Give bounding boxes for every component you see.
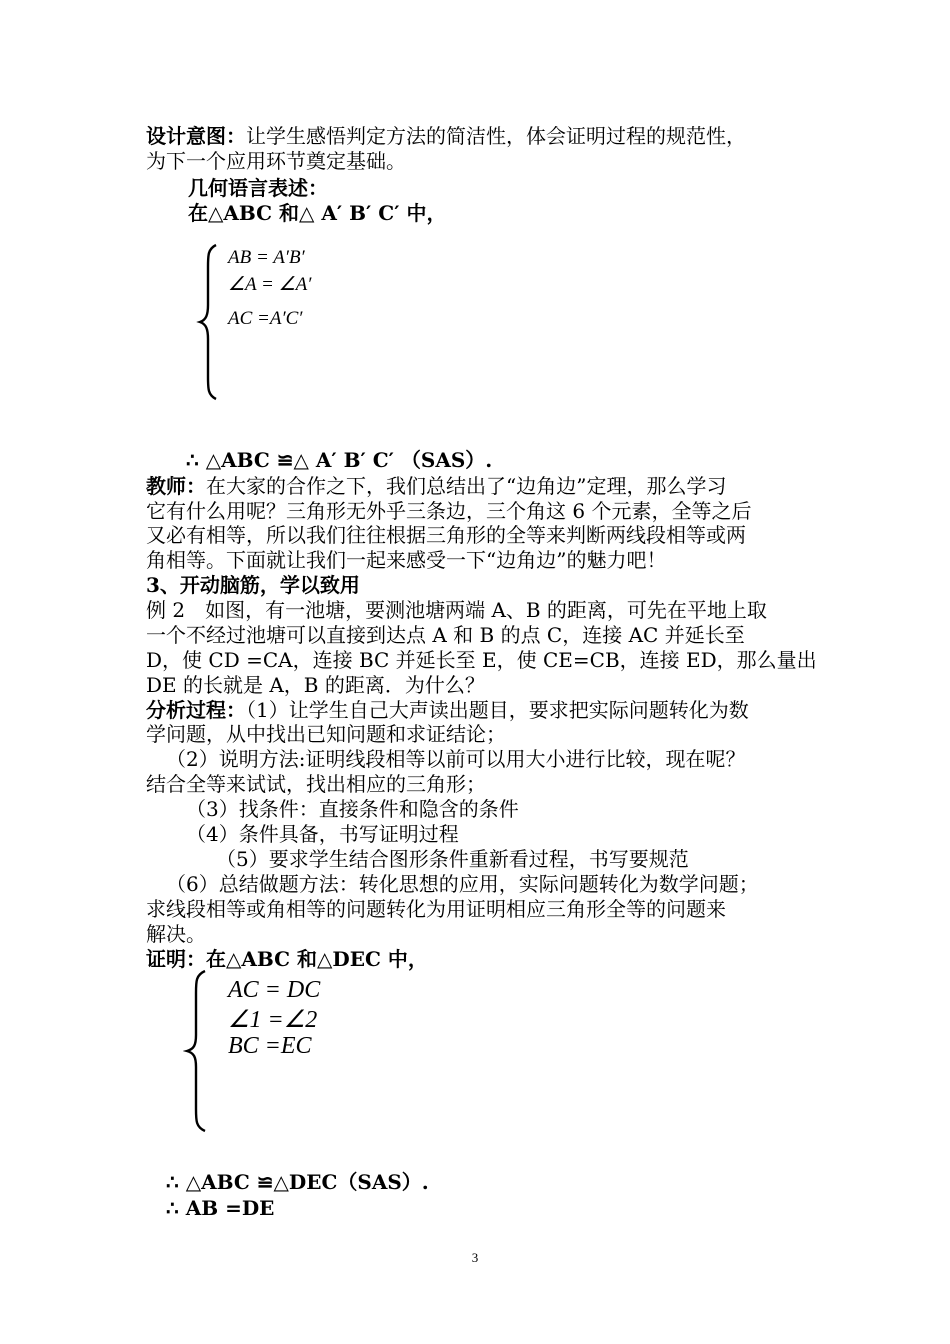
design-intent-text: 让学生感悟判定方法的简洁性，体会证明过程的规范性， (246, 124, 746, 148)
left-brace (196, 243, 222, 401)
analysis-step-4: （4）条件具备，书写证明过程 (186, 822, 459, 846)
analysis-line-1 (146, 698, 749, 722)
analysis-step-1: （1）让学生自己大声读出题目，要求把实际问题转化为数 (246, 698, 749, 722)
example-line-1: 例 2 如图，有一池塘，要测池塘两端 A、B 的距离，可先在平地上取 (146, 598, 767, 622)
geometry-language-label: 几何语言表述： (188, 176, 328, 200)
proof-angle-equation: ∠1 =∠2 (228, 1007, 318, 1033)
analysis-step-6: （6）总结做题方法：转化思想的应用，实际问题转化为数学问题； (166, 872, 759, 896)
proof-line (146, 947, 428, 971)
analysis-step-3: （3）找条件：直接条件和隐含的条件 (186, 797, 519, 821)
proof-ac-equation: AC = DC (228, 977, 321, 1003)
example-line-2: 一个不经过池塘可以直接到达点 A 和 B 的点 C，连接 AC 并延长至 (146, 623, 745, 647)
analysis-step-2: （2）说明方法:证明线段相等以前可以用大小进行比较，现在呢？ (166, 747, 746, 771)
design-intent-line-1 (146, 124, 746, 148)
proof-label: 证明： (146, 947, 206, 971)
proof-left-brace (183, 969, 211, 1133)
given-angle-equation: ∠A = ∠A′ (228, 274, 312, 295)
given-ab-equation: AB = A′B′ (228, 247, 305, 268)
proof-intro: 在△ABC 和△DEC 中， (206, 947, 428, 971)
section-heading: 3、开动脑筋，学以致用 (146, 573, 360, 597)
analysis-line-2: 学问题，从中找出已知问题和求证结论； (146, 722, 506, 746)
example-line-3: D，使 CD =CA，连接 BC 并延长至 E，使 CE=CB，连接 ED，那么量出 (146, 648, 817, 672)
analysis-step-6-cont-1: 求线段相等或角相等的问题转化为用证明相应三角形全等的问题来 (146, 897, 726, 921)
proof-conclusion-congruence: ∴ △ABC ≌△DEC（SAS）. (166, 1170, 429, 1194)
geometry-conclusion: ∴ △ABC ≌△ A′ B′ C′ （SAS）. (186, 448, 493, 472)
proof-conclusion-equality: ∴ AB =DE (166, 1196, 275, 1220)
analysis-label: 分析过程： (146, 698, 246, 722)
teacher-text: 在大家的合作之下，我们总结出了“边角边”定理，那么学习 (206, 474, 727, 498)
design-intent-line-2: 为下一个应用环节奠定基础。 (146, 149, 406, 173)
analysis-step-5: （5）要求学生结合图形条件重新看过程，书写要规范 (216, 847, 689, 871)
example-line-4: DE 的长就是 A，B 的距离．为什么？ (146, 673, 485, 697)
given-ac-equation: AC =A′C′ (228, 308, 303, 329)
teacher-label: 教师： (146, 474, 206, 498)
teacher-line-3: 又必有相等，所以我们往往根据三角形的全等来判断两线段相等或两 (146, 523, 746, 547)
design-intent-label: 设计意图： (146, 124, 246, 148)
teacher-line-2: 它有什么用呢？三角形无外乎三条边，三个角这 6 个元素，全等之后 (146, 499, 752, 523)
analysis-step-2-cont: 结合全等来试试，找出相应的三角形； (146, 772, 486, 796)
proof-bc-equation: BC =EC (228, 1033, 312, 1059)
analysis-step-6-cont-2: 解决。 (146, 922, 206, 946)
teacher-line-1 (146, 474, 726, 498)
geometry-intro: 在△ABC 和△ A′ B′ C′ 中， (188, 201, 447, 225)
teacher-line-4: 角相等。下面就让我们一起来感受一下“边角边”的魅力吧！ (146, 548, 667, 572)
page-number: 3 (471, 1250, 479, 1265)
